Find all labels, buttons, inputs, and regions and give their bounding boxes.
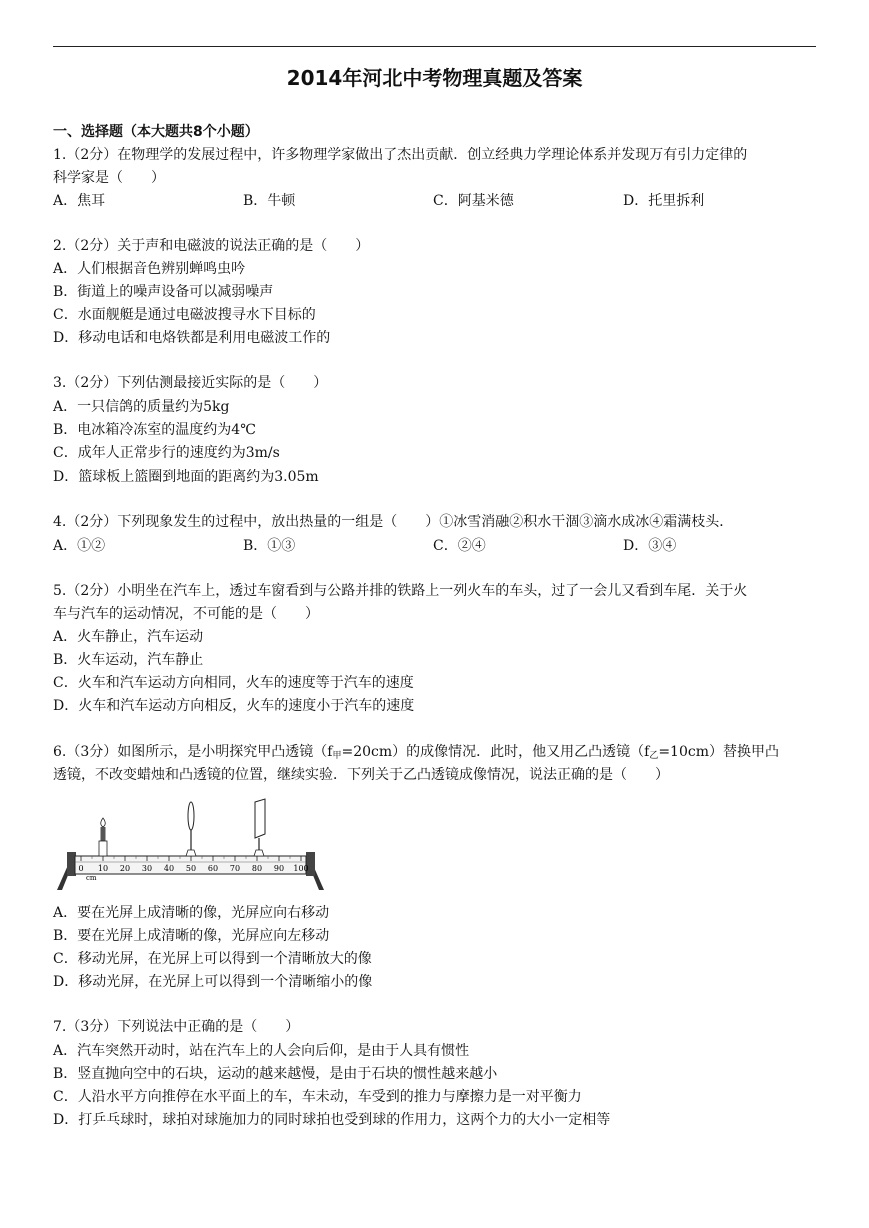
question-2-option-b: B．街道上的噪声设备可以减弱噪声 [53,284,274,300]
question-3-option-d: D．篮球板上篮圈到地面的距离约为3.05m [53,469,319,485]
question-5-option-d: D．火车和汽车运动方向相反，火车的速度小于汽车的速度 [53,698,415,714]
question-1-stem-line-2: 科学家是（ ） [53,170,165,186]
question-2-option-a: A．人们根据音色辨别蝉鸣虫吟 [53,261,246,277]
question-5-stem-line-2: 车与汽车的运动情况，不可能的是（ ） [53,606,319,622]
question-6-stem-line-1: 6.（3分）如图所示，是小明探究甲凸透镜$(f_甲=20cm)$的成像情况．此时，他又用乙凸透镜$(f_乙=10cm)$替换甲凸 [53,744,779,761]
question-1-option-c: C．阿基米德 [433,193,514,209]
question-6-option-a: A．要在光屏上成清晰的像，光屏应向右移动 [53,905,330,921]
question-5-option-a: A．火车静止，汽车运动 [53,629,204,645]
scale-label-50: 50 [185,864,197,873]
question-4-option-c: C．②④ [433,538,486,554]
question-4-option-a: A．①② [53,538,106,554]
question-5-option-c: C．火车和汽车运动方向相同，火车的速度等于汽车的速度 [53,675,414,691]
question-1-stem-line-1: 1.（2分）在物理学的发展过程中，许多物理学家做出了杰出贡献．创立经典力学理论体系并发现万有引力定律的 [53,147,748,163]
scale-label-100: 100 [293,864,309,873]
lens-body [188,802,194,830]
candle [99,818,107,856]
unit-label: cm [86,874,97,882]
scale-label-70: 70 [229,864,241,873]
optical-bench-figure [53,796,328,896]
scale-label-20: 20 [119,864,131,873]
question-7-option-b: B．竖直抛向空中的石块，运动的越来越慢，是由于石块的惯性越来越小 [53,1066,498,1082]
question-7-option-a: A．汽车突然开动时，站在汽车上的人会向后仰，是由于人具有惯性 [53,1043,470,1059]
question-4-option-b: B．①③ [243,538,296,554]
subscript-jia: 甲 [332,751,342,761]
header-rule [53,46,816,47]
question-6-option-c: C．移动光屏，在光屏上可以得到一个清晰放大的像 [53,951,372,967]
question-3-option-c: C．成年人正常步行的速度约为3m/s [53,445,280,461]
question-7-option-d: D．打乒乓球时，球拍对球施加力的同时球拍也受到球的作用力，这两个力的大小一定相等 [53,1112,611,1128]
question-7-stem: 7.（3分）下列说法中正确的是（ ） [53,1019,300,1035]
question-5-stem-line-1: 5.（2分）小明坐在汽车上，透过车窗看到与公路并排的铁路上一列火车的车头，过了一会儿又看到车尾．关于火 [53,583,748,599]
question-7-option-c: C．人沿水平方向推停在水平面上的车，车未动，车受到的推力与摩擦力是一对平衡力 [53,1089,582,1105]
scale-label-80: 80 [251,864,263,873]
page-title: 2014年河北中考物理真题及答案 [286,66,583,90]
question-3-option-b: B．电冰箱冷冻室的温度约为4℃ [53,422,256,438]
candle-body [101,827,106,841]
scale-label-30: 30 [141,864,153,873]
convex-lens [186,802,196,856]
question-2-stem: 2.（2分）关于声和电磁波的说法正确的是（ ） [53,238,370,254]
question-6-option-d: D．移动光屏，在光屏上可以得到一个清晰缩小的像 [53,974,373,990]
question-1-option-d: D．托里拆利 [623,193,705,209]
scale-label-0: 0 [78,864,84,873]
light-screen [254,799,265,856]
section-heading: 一、选择题（本大题共8个小题） [53,124,259,140]
question-1-option-b: B．牛顿 [243,193,296,209]
question-3-option-a: A．一只信鸽的质量约为5kg [53,399,230,415]
question-4-option-d: D．③④ [623,538,677,554]
scale-label-10: 10 [97,864,109,873]
question-2-option-c: C．水面舰艇是通过电磁波搜寻水下目标的 [53,307,316,323]
question-6-option-b: B．要在光屏上成清晰的像，光屏应向左移动 [53,928,330,944]
scale-label-90: 90 [273,864,285,873]
question-2-option-d: D．移动电话和电烙铁都是利用电磁波工作的 [53,330,331,346]
question-6-stem-line-2: 透镜，不改变蜡烛和凸透镜的位置，继续实验．下列关于乙凸透镜成像情况，说法正确的是（ ） [53,767,669,783]
subscript-yi: 乙 [649,751,659,761]
scale-label-60: 60 [207,864,219,873]
screen-panel [255,799,265,838]
scale-label-40: 40 [163,864,175,873]
candle-flame [101,818,106,827]
question-4-stem: 4.（2分）下列现象发生的过程中，放出热量的一组是（ ）①冰雪消融②积水干涸③滴水成冰④霜满枝头． [53,514,734,530]
question-1-option-a: A．焦耳 [53,193,106,209]
question-5-option-b: B．火车运动，汽车静止 [53,652,204,668]
question-3-stem: 3.（2分）下列估测最接近实际的是（ ） [53,375,328,391]
